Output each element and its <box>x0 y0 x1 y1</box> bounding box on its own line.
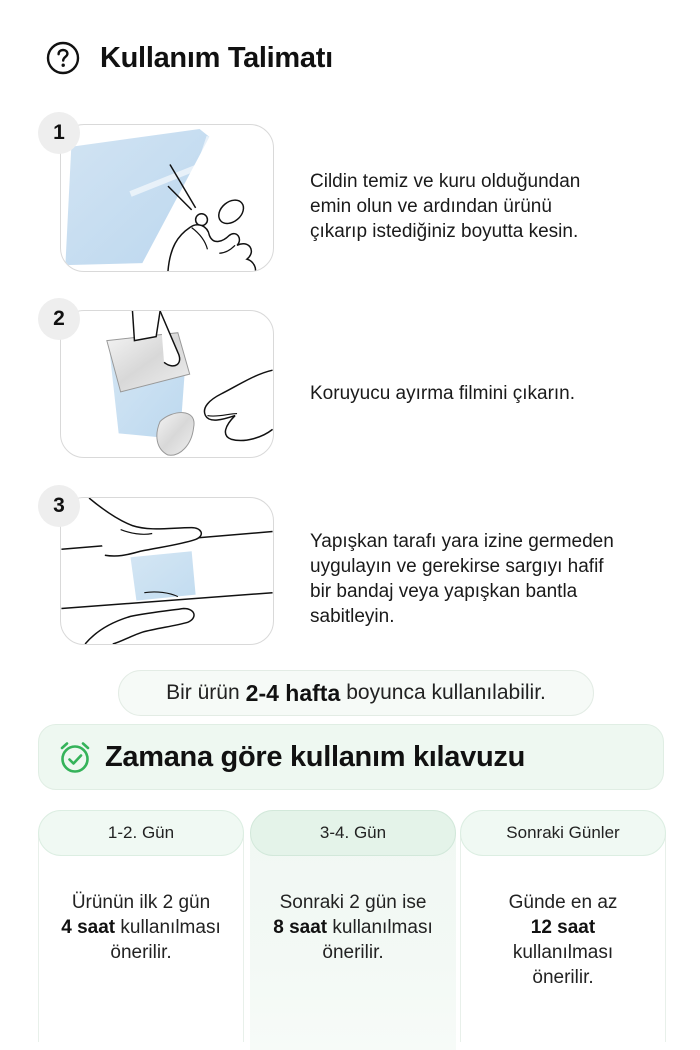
page-title: Kullanım Talimatı <box>100 41 333 74</box>
step-1-text: Cildin temiz ve kuru olduğundan emin olun ve ardından ürünü çıkarıp istediğiniz boyutta kesin. <box>310 171 581 242</box>
duration-highlight: 2-4 hafta <box>245 679 341 706</box>
column-header: 3-4. Gün <box>250 810 456 856</box>
column-body: Ürünün ilk 2 gün 4 saat kullanılması önerilir. <box>61 892 221 963</box>
time-guide-banner <box>38 724 664 790</box>
guide-title: Zamana göre kullanım kılavuzu <box>105 740 525 773</box>
applying-patch-illustration <box>61 498 273 644</box>
column-body: Sonraki 2 gün ise 8 saat kullanılması önerilir. <box>273 892 433 963</box>
step-number: 1 <box>38 112 80 154</box>
step-1 <box>38 112 678 272</box>
step-number: 3 <box>38 485 80 527</box>
duration-prefix: Bir ürün <box>166 681 240 704</box>
section-header <box>46 38 333 78</box>
step-3-text: Yapışkan tarafı yara izine germeden uygulayın ve gerekirse sargıyı hafif bir bandaj veya yapışkan bantla sabitleyin. <box>310 531 614 627</box>
step-1-illustration <box>60 124 274 272</box>
step-2-text: Koruyucu ayırma filmini çıkarın. <box>310 383 576 404</box>
duration-suffix: boyunca kullanılabilir. <box>346 681 546 704</box>
alarm-clock-check-icon <box>57 739 93 775</box>
schedule-column-2 <box>250 810 456 1050</box>
column-header: 1-2. Gün <box>38 810 244 856</box>
step-2 <box>38 298 678 458</box>
cutting-patch-illustration <box>61 125 273 271</box>
step-2-illustration <box>60 310 274 458</box>
schedule-column-1 <box>38 810 244 1050</box>
peeling-film-illustration <box>61 311 273 457</box>
step-number: 2 <box>38 298 80 340</box>
step-3 <box>38 485 678 645</box>
usage-duration-pill <box>118 670 594 716</box>
column-header: Sonraki Günler <box>460 810 666 856</box>
step-3-illustration <box>60 497 274 645</box>
column-body: Günde en az 12 saat kullanılması önerilir. <box>508 892 618 988</box>
question-circle-icon <box>46 41 80 75</box>
schedule-column-3 <box>460 810 666 1050</box>
